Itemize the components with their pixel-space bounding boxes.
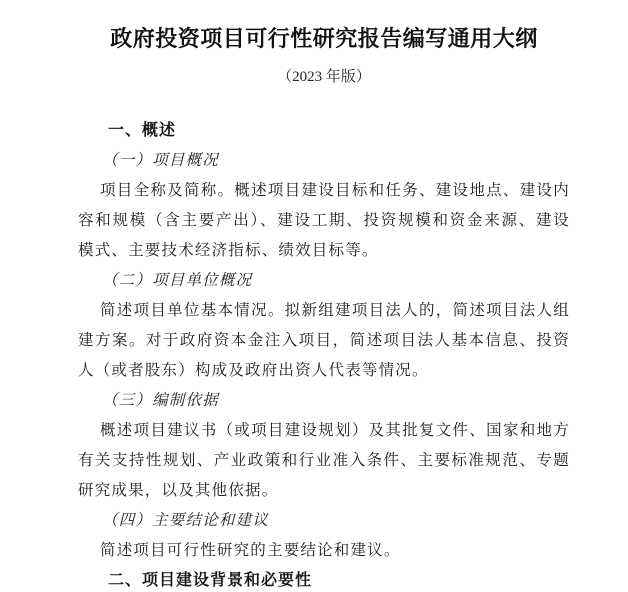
document-title: 政府投资项目可行性研究报告编写通用大纲 [110, 26, 538, 51]
subsection-heading-1-2: （二）项目单位概况 [102, 272, 253, 289]
paragraph-project-unit-overview: 简述项目单位基本情况。拟新组建项目法人的，简述项目法人组建方案。对于政府资本金注入项目，简述项目法人基本信息、投资人（或者股东）构成及政府出资人代表等情况。 [78, 302, 570, 379]
subsection-heading-1-1: （一）项目概况 [102, 152, 219, 169]
paragraph-compilation-basis: 概述项目建议书（或项目建设规划）及其批复文件、国家和地方有关支持性规划、产业政策和行业准入条件、主要标准规范、专题研究成果，以及其他依据。 [78, 422, 570, 499]
section-heading-1: 一、概述 [108, 122, 177, 139]
subsection-heading-1-3: （三）编制依据 [102, 392, 219, 409]
section-heading-2: 二、项目建设背景和必要性 [108, 572, 313, 589]
subsection-heading-1-4: （四）主要结论和建议 [102, 512, 270, 529]
paragraph-project-overview: 项目全称及简称。概述项目建设目标和任务、建设地点、建设内容和规模（含主要产出）、建设工期、投资规模和资金来源、建设模式、主要技术经济指标、绩效目标等。 [78, 182, 570, 259]
document-body [78, 116, 570, 592]
edition-subtitle: （2023 年版） [277, 69, 371, 85]
paragraph-main-conclusions: 简述项目可行性研究的主要结论和建议。 [100, 542, 401, 559]
